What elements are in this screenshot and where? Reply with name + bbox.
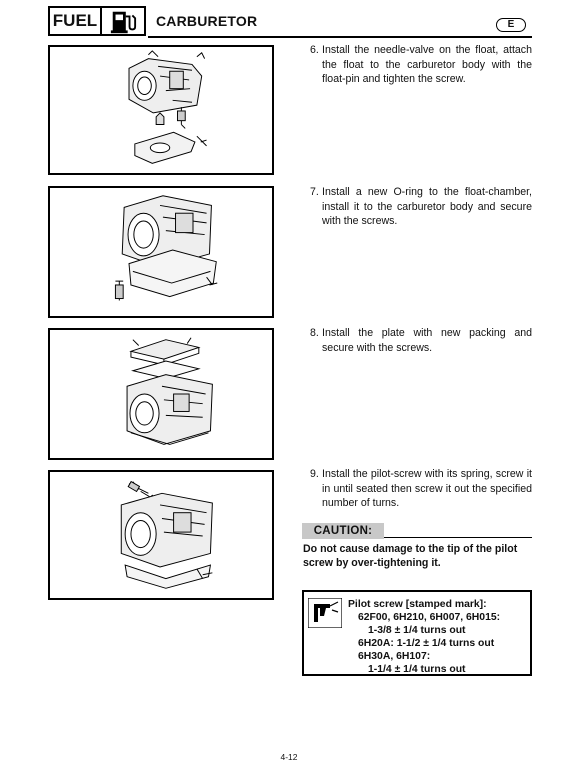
step-number: 6.	[310, 44, 319, 56]
step-text: Install a new O-ring to the float-chamber, install it to the carburetor body and secure with the screws.	[322, 186, 532, 227]
step-7	[310, 185, 532, 229]
plate-and-packing-illustration	[48, 328, 274, 460]
float-and-needle-valve-illustration	[48, 45, 274, 175]
step-6	[310, 43, 532, 87]
step-text: Install the pilot-screw with its spring, screw it in until seated then screw it out the specified number of turns.	[322, 468, 532, 509]
step-text: Install the plate with new packing and secure with the screws.	[322, 327, 532, 354]
step-number: 9.	[310, 468, 319, 480]
spec-line-model-value: 6H20A: 1-1/2 ± 1/4 turns out	[358, 638, 495, 649]
chapter-label: FUEL	[48, 6, 102, 36]
spec-lines	[348, 598, 500, 676]
page-number: 4-12	[280, 752, 298, 762]
spec-line-value: 1-1/4 ± 1/4 turns out	[368, 664, 466, 675]
caution-text: Do not cause damage to the tip of the pilot screw by over-tightening it.	[303, 543, 518, 569]
caution-rule	[384, 537, 532, 538]
spec-line-models: 6H30A, 6H107:	[358, 651, 431, 662]
pilot-screw-installation-illustration	[48, 470, 274, 600]
caution-heading	[302, 523, 532, 539]
specification-box	[302, 590, 532, 676]
caution-label: CAUTION:	[302, 523, 384, 539]
spec-line-title: Pilot screw [stamped mark]:	[348, 599, 487, 610]
language-badge: E	[496, 18, 526, 32]
section-title: CARBURETOR	[156, 13, 258, 29]
spec-line-value: 1-3/8 ± 1/4 turns out	[368, 625, 466, 636]
step-8	[310, 326, 532, 355]
step-number: 7.	[310, 186, 319, 198]
step-9	[310, 467, 532, 511]
header-rule	[148, 36, 532, 38]
step-number: 8.	[310, 327, 319, 339]
fuel-pump-icon	[102, 6, 146, 36]
page-header	[48, 6, 532, 38]
float-chamber-installation-illustration	[48, 186, 274, 318]
step-text: Install the needle-valve on the float, attach the float to the carburetor body with the float-pin and tighten the screw.	[322, 44, 532, 85]
spec-line-models: 62F00, 6H210, 6H007, 6H015:	[358, 612, 501, 623]
caliper-icon	[308, 598, 342, 628]
